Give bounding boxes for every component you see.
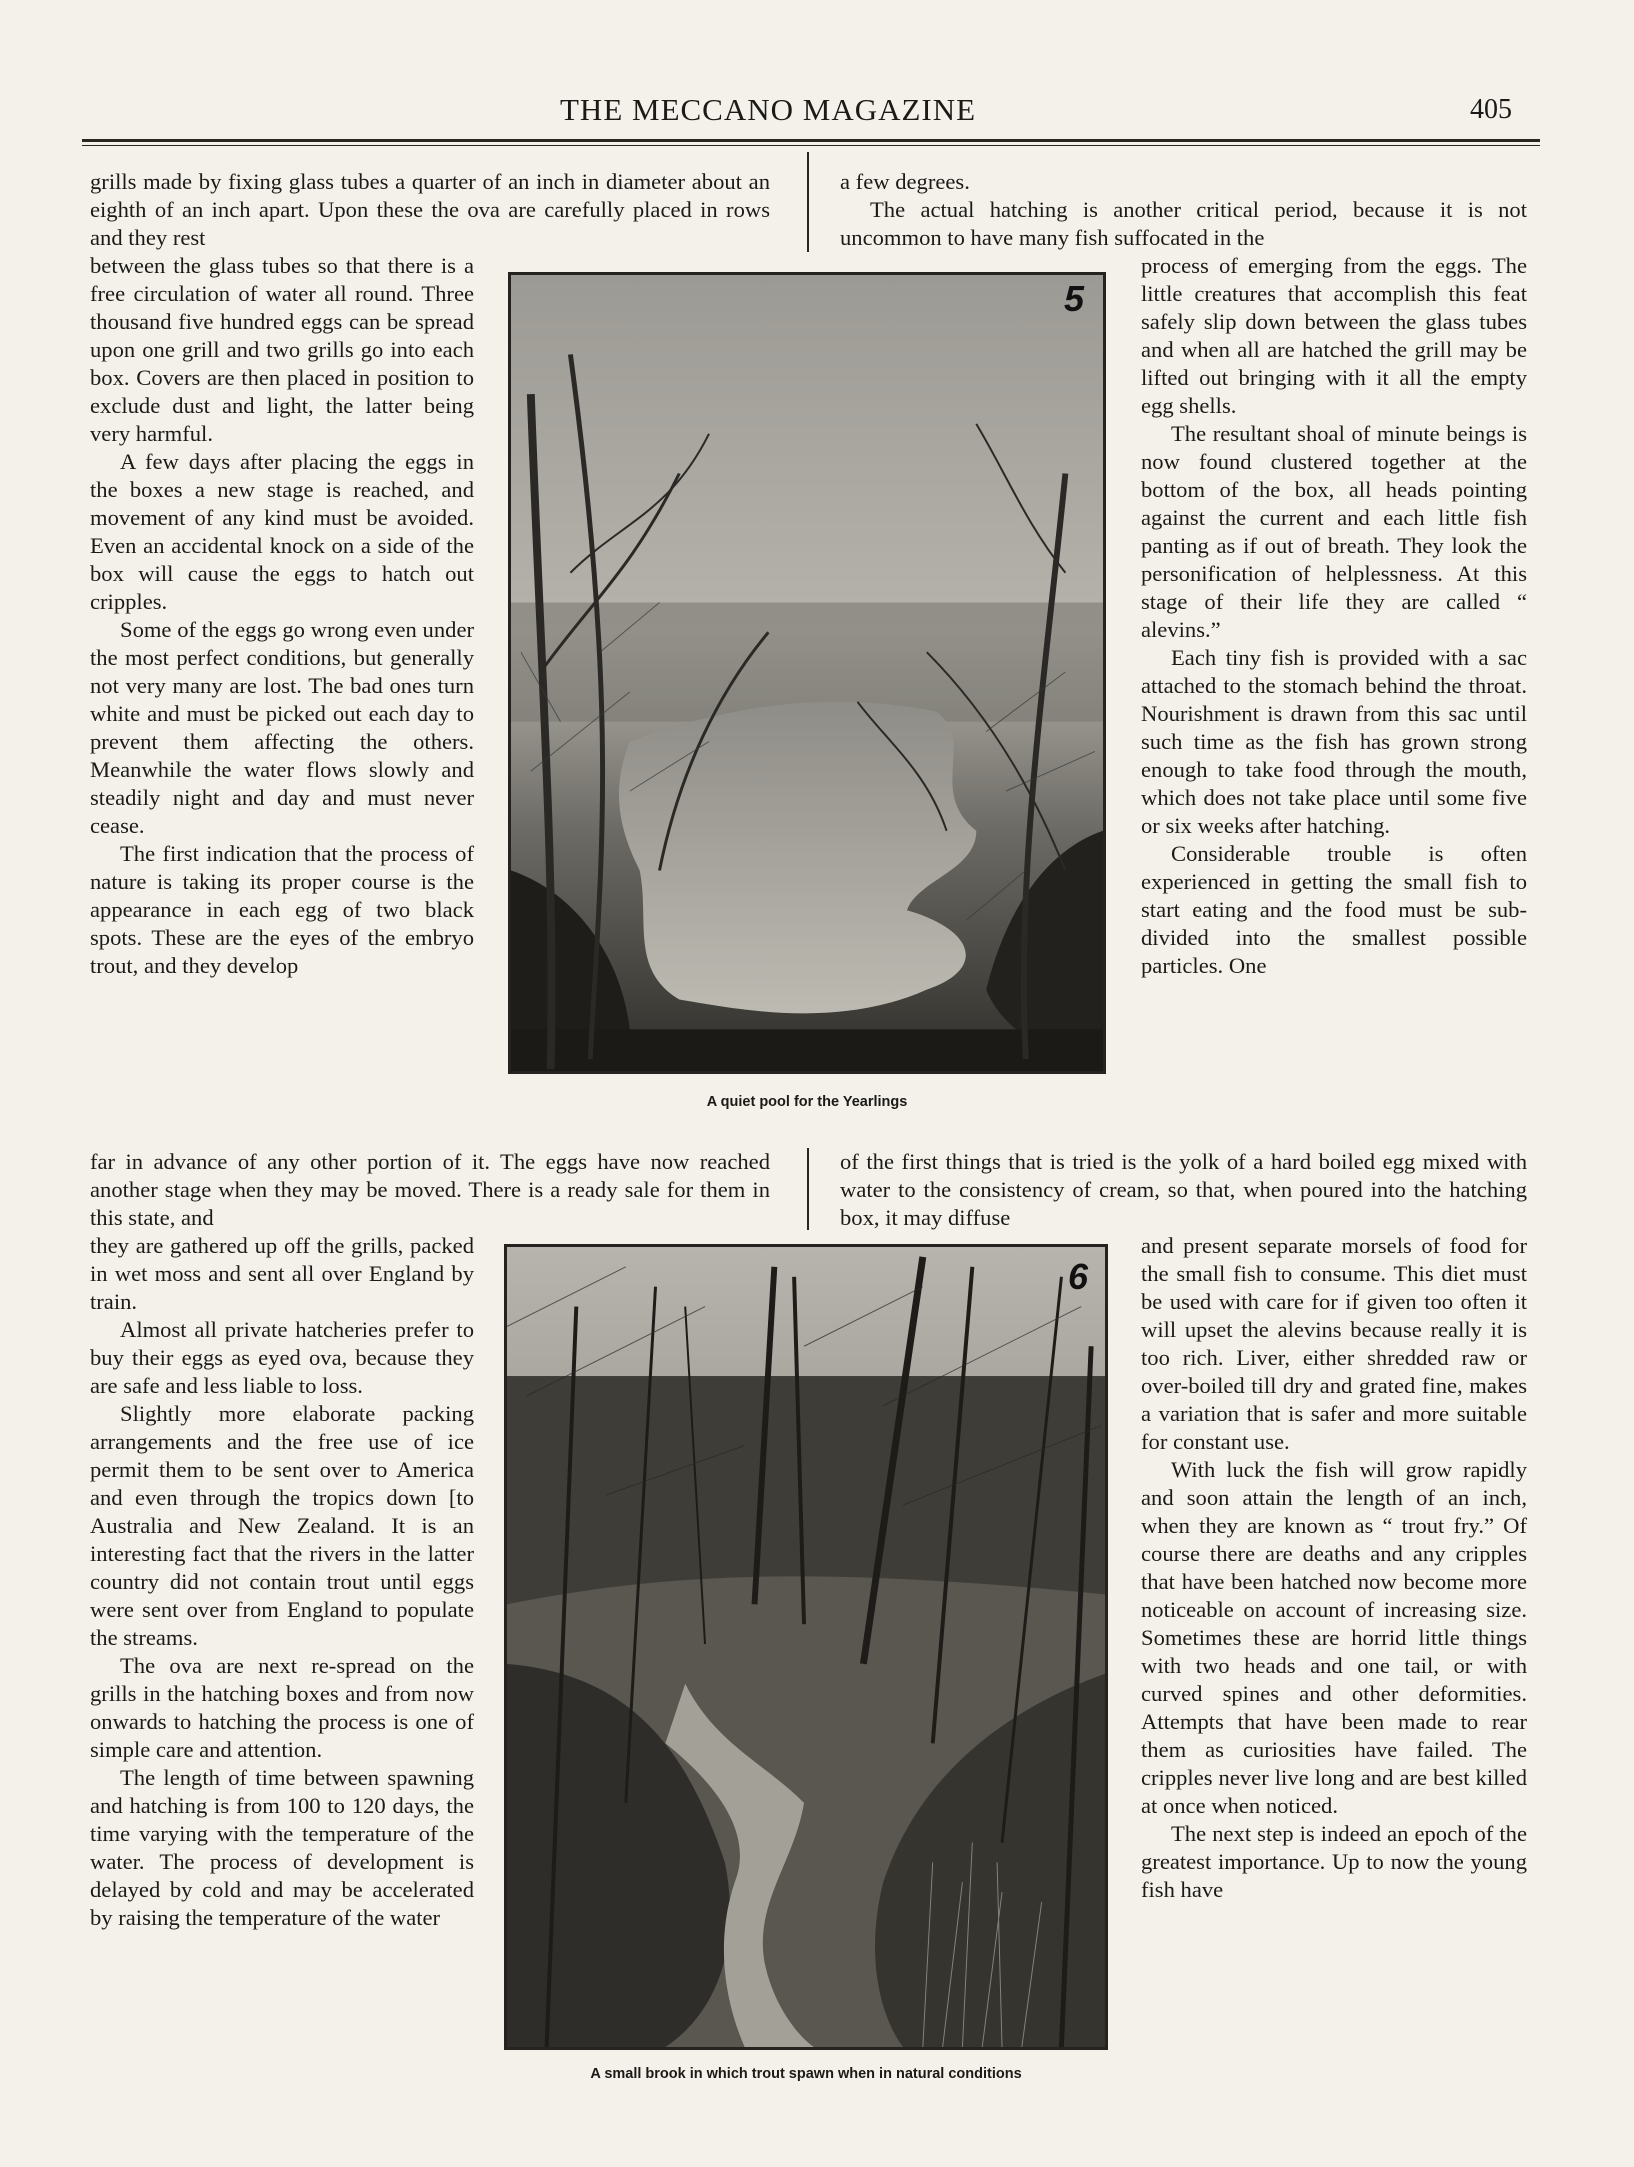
photo-quiet-pool [508,272,1106,1074]
column-left-narrow-text-b: they are gathered up off the grills, packed in wet moss and sent all over England by train. Almost all private hatcheries prefer to buy their eggs as eyed ova, because they are safe and less liable to loss. Slightly more elaborate packing arrangements and the free use of ice permit them to be sent over to America and even through the tropics down [to Australia and New Zealand. It is an interesting fact that the rivers in the latter country did not contain trout until eggs were sent over from England to populate the streams. The ova are next re-spread on the grills in the hatching boxes and from now onwards to hatching the process is one of simple care and attention. The length of time between spawning and hatching is from 100 to 120 days, the time varying with the temperature of the water. The process of development is delayed by cold and may be accelerated by raising the temperature of the water [90,1233,474,1930]
figure-number-6: 6 [1068,1256,1089,1297]
column-right-top-text: a few degrees. The actual hatching is another critical period, because it is not uncommon to have many fish suffocated in the [840,169,1527,250]
header-rule-thin [82,145,1540,146]
photo-quiet-pool-image [511,275,1103,1071]
column-right-middle-text: of the first things that is tried is the yolk of a hard boiled egg mixed with water to the consistency of cream, so that, when poured into the hatching box, it may diffuse [840,1149,1527,1230]
header-rule [82,139,1540,142]
page-number: 405 [1470,94,1512,125]
column-divider-top [807,152,809,252]
photo-small-brook-image [507,1247,1105,2047]
magazine-title: THE MECCANO MAGAZINE [560,92,977,127]
caption-quiet-pool: A quiet pool for the Yearlings [706,1094,908,1110]
column-right-narrow-text-a: process of emerging from the eggs. The little creatures that accomplish this feat safely slip down between the glass tubes and when all are hatched the grill may be lifted out bringing with it all the empty egg shells. The resultant shoal of minute beings is now found clustered together at the bottom of the box, all heads pointing against the current and each little fish panting as if out of breath. They look the personification of helplessness. At this stage of their life they are called “ alevins.” Each tiny fish is provided with a sac attached to the stomach behind the throat. Nourishment is drawn from this sac until such time as the fish has grown strong enough to take food through the mouth, which does not take place until some five or six weeks after hatching. Considerable trouble is often experienced in getting the small fish to start eating and the food must be sub-divided into the smallest possible particles. One [1141,253,1527,978]
figure-number-5: 5 [1064,278,1085,319]
caption-small-brook: A small brook in which trout spawn when in natural conditions [590,2066,1022,2082]
column-right-narrow-text-b: and present separate morsels of food for the small fish to consume. This diet must be used with care for if given too often it will upset the alevins because really it is too rich. Liver, either shredded raw or over-boiled till dry and grated fine, makes a variation that is safer and more suitable for constant use. With luck the fish will grow rapidly and soon attain the length of an inch, when they are known as “ trout fry.” Of course there are deaths and any cripples that have been hatched now become more noticeable on account of increasing size. Sometimes these are horrid little things with two heads and one tail, or with curved spines and other deformities. Attempts that have been made to rear them as curiosities have failed. The cripples never live long and are best killed at once when noticed. The next step is indeed an epoch of the greatest importance. Up to now the young fish have [1141,1233,1527,1902]
column-divider-middle [807,1148,809,1230]
column-left-top-text: grills made by fixing glass tubes a quarter of an inch in diameter about an eighth of an inch apart. Upon these the ova are carefully placed in rows and they rest [90,169,770,250]
column-left-middle-text: far in advance of any other portion of it. The eggs have now reached another stage when they may be moved. There is a ready sale for them in this state, and [90,1149,770,1230]
photo-small-brook [504,1244,1108,2050]
column-left-narrow-text-a: between the glass tubes so that there is a free circulation of water all round. Three thousand five hundred eggs can be spread upon one grill and two grills go into each box. Covers are then placed in position to exclude dust and light, the latter being very harmful. A few days after placing the eggs in the boxes a new stage is reached, and movement of any kind must be avoided. Even an accidental knock on a side of the box will cause the eggs to hatch out cripples. Some of the eggs go wrong even under the most perfect conditions, but generally not very many are lost. The bad ones turn white and must be picked out each day to prevent them affecting the others. Meanwhile the water flows slowly and steadily night and day and must never cease. The first indication that the process of nature is taking its proper course is the appearance in each egg of two black spots. These are the eyes of the embryo trout, and they develop [90,253,474,978]
